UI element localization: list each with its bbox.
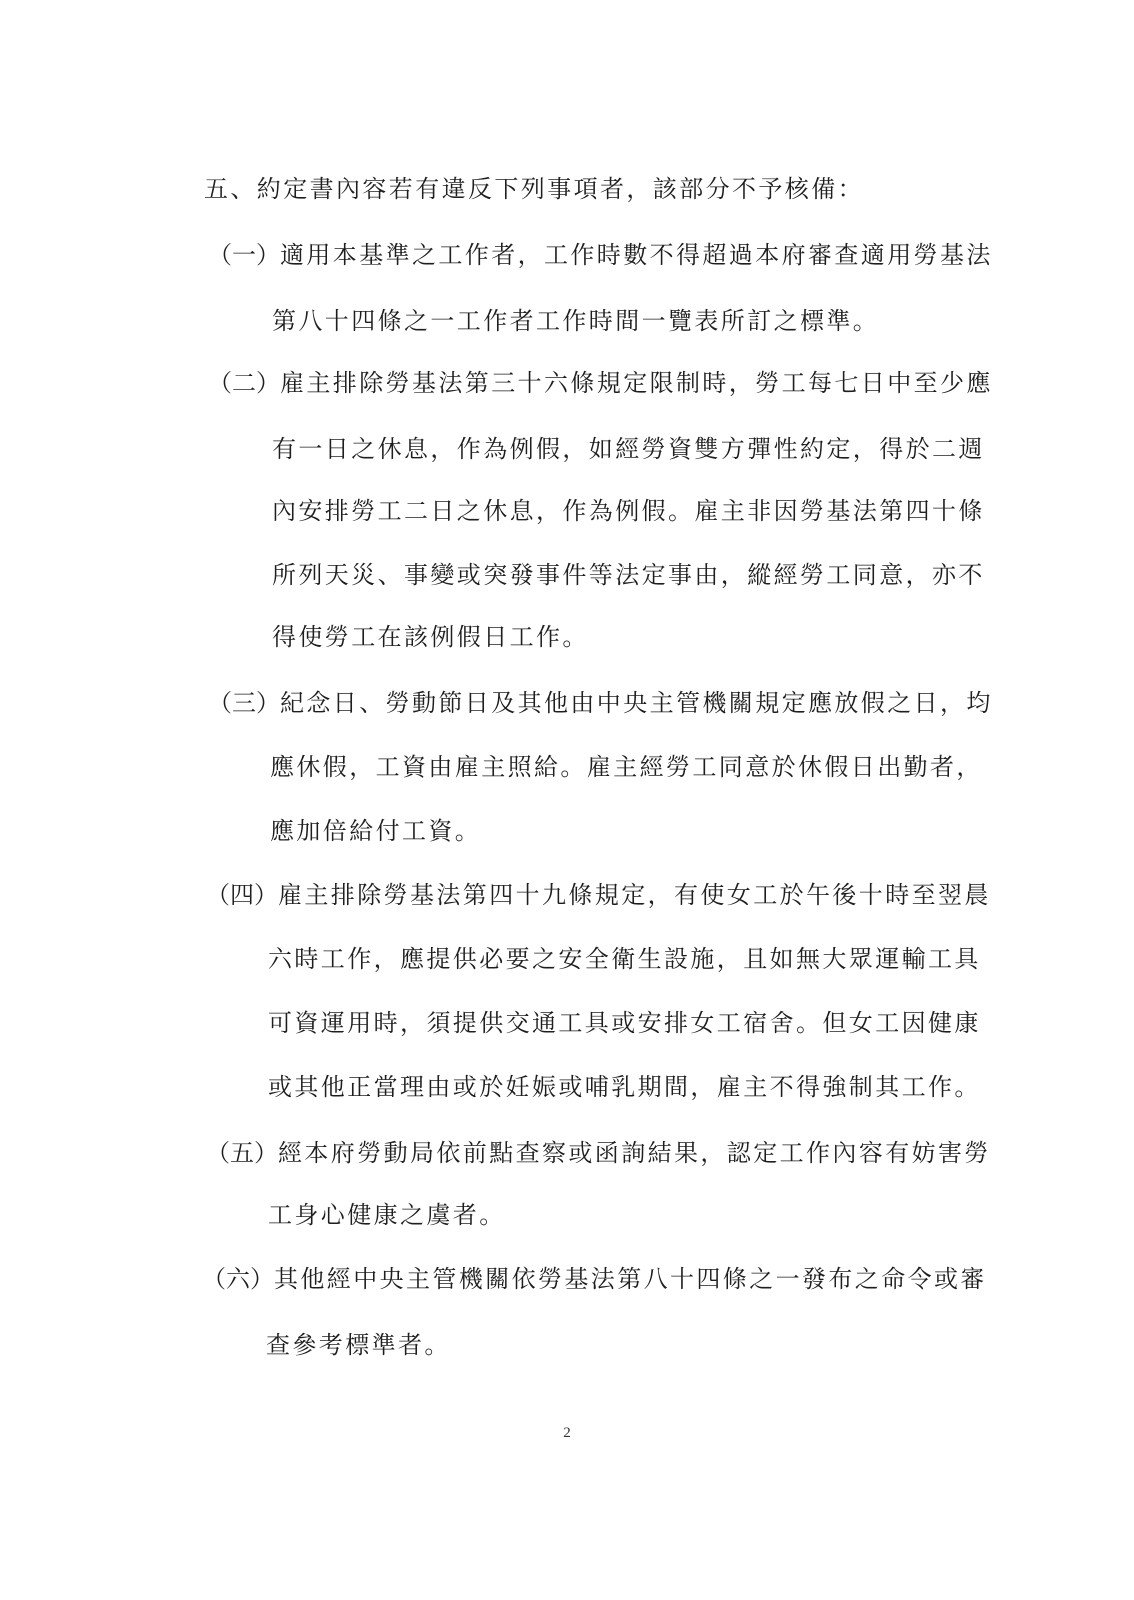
list-item-3-first-line (208, 688, 993, 718)
page-number: 2 (563, 1425, 571, 1441)
item-2-line-3: 內安排勞工二日之休息，作為例假。雇主非因勞基法第四十條 (272, 497, 985, 525)
item-4-line-3: 可資運用時，須提供交通工具或安排女工宿舍。但女工因健康 (268, 1009, 981, 1037)
item-4-line-4: 或其他正當理由或於妊娠或哺乳期間，雇主不得強制其工作。 (268, 1073, 981, 1101)
item-marker-2: （二） (208, 369, 280, 397)
item-marker-6: （六） (202, 1265, 274, 1293)
list-item-5-first-line (206, 1138, 991, 1168)
item-1-line-1: 適用本基準之工作者，工作時數不得超過本府審查適用勞基法 (280, 241, 993, 269)
item-3-line-1: 紀念日、勞動節日及其他由中央主管機關規定應放假之日，均 (280, 689, 993, 717)
section-heading: 五、約定書內容若有違反下列事項者，該部分不予核備： (204, 175, 864, 203)
item-marker-5: （五） (206, 1139, 278, 1167)
list-item-4-first-line (206, 880, 991, 910)
list-item-6-first-line (202, 1264, 987, 1294)
item-6-line-2: 查參考標準者。 (266, 1331, 451, 1359)
item-6-line-1: 其他經中央主管機關依勞基法第八十四條之一發布之命令或審 (274, 1265, 987, 1293)
item-2-line-1: 雇主排除勞基法第三十六條規定限制時，勞工每七日中至少應 (280, 369, 993, 397)
item-2-line-5: 得使勞工在該例假日工作。 (272, 623, 589, 651)
item-1-line-2: 第八十四條之一工作者工作時間一覽表所訂之標準。 (272, 307, 880, 335)
item-3-line-2: 應休假，工資由雇主照給。雇主經勞工同意於休假日出勤者， (270, 753, 983, 781)
list-item-1-first-line (208, 240, 993, 270)
item-4-line-1: 雇主排除勞基法第四十九條規定，有使女工於午後十時至翌晨 (278, 881, 991, 909)
item-marker-1: （一） (208, 241, 280, 269)
item-4-line-2: 六時工作，應提供必要之安全衛生設施，且如無大眾運輸工具 (268, 945, 981, 973)
item-5-line-2: 工身心健康之虞者。 (268, 1201, 506, 1229)
item-marker-4: （四） (206, 881, 278, 909)
item-2-line-4: 所列天災、事變或突發事件等法定事由，縱經勞工同意，亦不 (272, 561, 985, 589)
item-2-line-2: 有一日之休息，作為例假，如經勞資雙方彈性約定，得於二週 (272, 435, 985, 463)
item-3-line-3: 應加倍給付工資。 (270, 817, 482, 845)
item-5-line-1: 經本府勞動局依前點查察或函詢結果，認定工作內容有妨害勞 (278, 1139, 991, 1167)
list-item-2-first-line (208, 368, 993, 398)
item-marker-3: （三） (208, 689, 280, 717)
